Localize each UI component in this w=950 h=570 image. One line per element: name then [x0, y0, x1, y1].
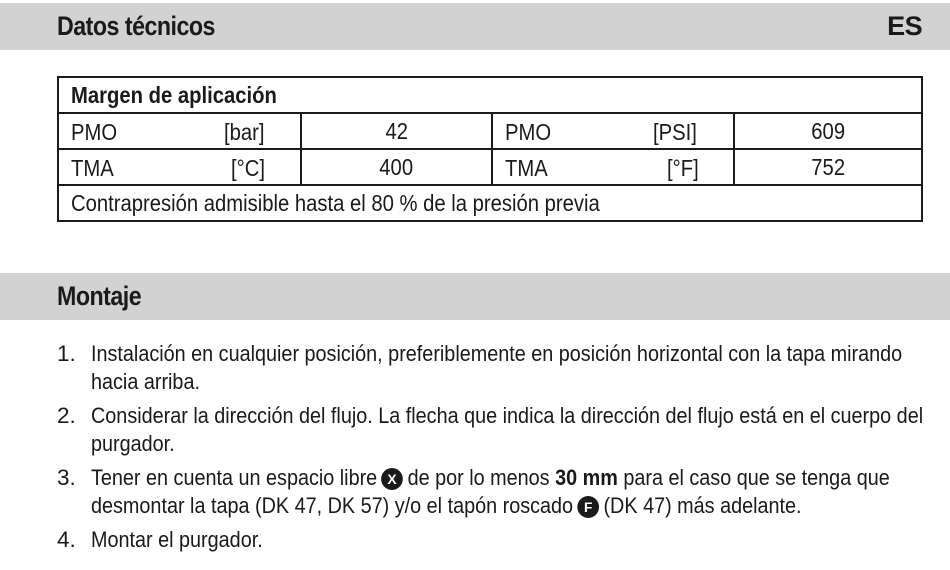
- param-label: PMO: [71, 119, 118, 145]
- step-number: 2.: [57, 403, 76, 428]
- x-marker-icon: X: [382, 468, 404, 490]
- step-number: 4.: [57, 527, 76, 552]
- param-value: 400: [379, 153, 414, 180]
- param-label: TMA: [505, 155, 548, 181]
- section-title: Datos técnicos: [57, 11, 215, 41]
- step-text: [91, 464, 932, 520]
- step-text-part: de por lo menos: [407, 465, 550, 490]
- specifications-table: [57, 76, 923, 222]
- param-unit: [bar]: [223, 119, 265, 145]
- clearance-value: 30 mm: [555, 465, 618, 490]
- step-text-part: Tener en cuenta un espacio libre: [91, 465, 378, 490]
- list-item: [57, 340, 937, 396]
- table-heading: Margen de aplicación: [71, 81, 277, 108]
- param-label: PMO: [505, 119, 552, 145]
- step-text-part: (DK 47) más adelante.: [603, 493, 802, 518]
- step-number: 3.: [57, 465, 76, 490]
- param-label: TMA: [71, 155, 114, 181]
- f-marker-icon: F: [577, 496, 599, 518]
- table-row: [58, 149, 922, 185]
- table-row: [58, 113, 922, 149]
- table-note-row: [58, 185, 922, 221]
- param-unit: [°C]: [231, 155, 266, 181]
- param-unit: [PSI]: [653, 119, 698, 145]
- step-number: 1.: [57, 341, 76, 366]
- section-header-datos-tecnicos: [0, 3, 950, 50]
- param-value: 752: [811, 153, 845, 180]
- language-code: ES: [887, 11, 922, 41]
- step-text: Considerar la dirección del flujo. La flecha que indica la dirección del flujo está en el cuerpo del purgador.: [91, 403, 924, 456]
- param-value: 609: [811, 117, 845, 144]
- step-text: Instalación en cualquier posición, preferiblemente en posición horizontal con la tapa mirando hacia arriba.: [91, 341, 903, 394]
- table-heading-row: [58, 77, 922, 113]
- param-value: 42: [385, 117, 408, 144]
- list-item: [57, 526, 937, 554]
- table-note: Contrapresión admisible hasta el 80 % de la presión previa: [71, 189, 600, 216]
- param-unit: [°F]: [666, 155, 699, 181]
- step-text: Montar el purgador.: [91, 527, 263, 552]
- installation-steps-list: [57, 340, 937, 560]
- list-item: [57, 464, 937, 520]
- step-text-part: para el caso que se tenga que desmontar la tapa (DK 47, DK 57) y/o el tapón roscado: [91, 465, 890, 518]
- section-title: Montaje: [57, 281, 142, 311]
- section-header-montaje: [0, 273, 950, 320]
- list-item: [57, 402, 937, 458]
